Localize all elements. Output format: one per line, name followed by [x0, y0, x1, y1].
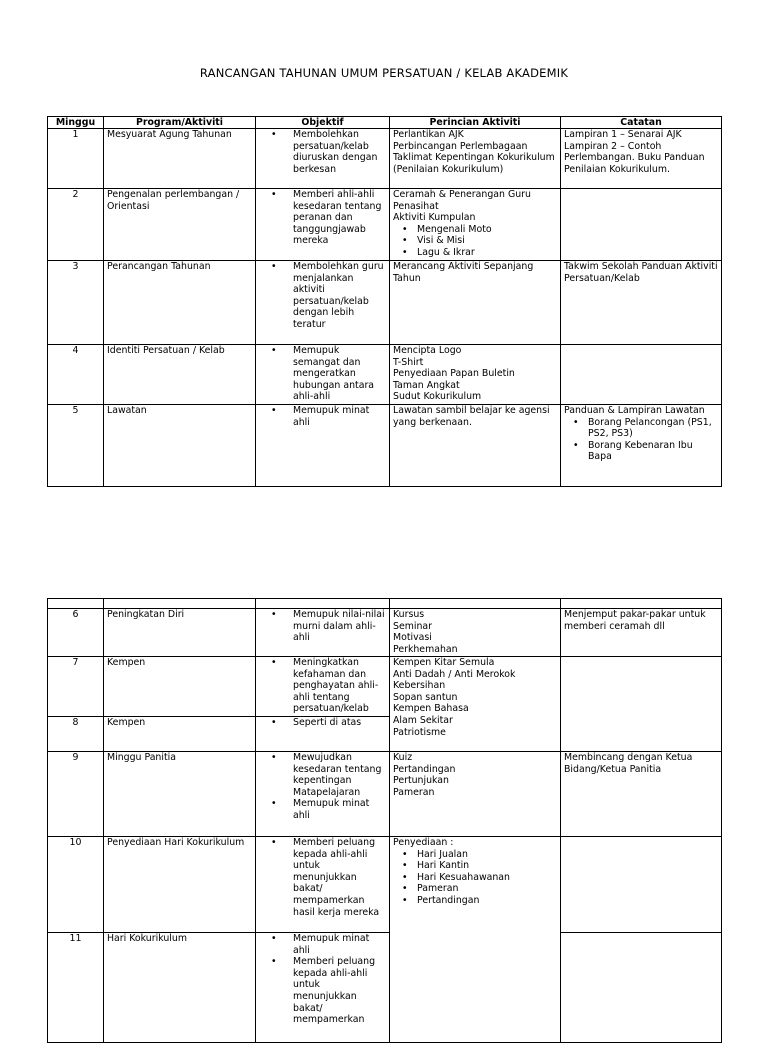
- cell-perincian: [390, 837, 561, 1043]
- text-line: (Penilaian Kokurikulum): [393, 163, 504, 175]
- cell-minggu: 8: [48, 717, 104, 752]
- list-item: • Hari Kantin: [417, 860, 557, 872]
- text-line: Mencipta Logo: [393, 345, 462, 356]
- table-header-row: [48, 117, 722, 129]
- cell-perincian: Lawatan sambil belajar ke agensi yang berkenaan.: [390, 405, 561, 487]
- text-line: Perlantikan AJK: [393, 129, 464, 140]
- cell-program: Lawatan: [104, 405, 256, 487]
- table-row: [48, 405, 722, 487]
- cell-objektif: [256, 837, 390, 933]
- table-row: [48, 837, 722, 933]
- table-row: [48, 933, 722, 1043]
- table-row: [48, 261, 722, 345]
- cell-minggu: 9: [48, 752, 104, 837]
- cell-objektif: [256, 129, 390, 189]
- cell-perincian: [390, 129, 561, 189]
- cell-program: Kempen: [104, 717, 256, 752]
- text-line: Motivasi: [393, 632, 432, 644]
- text-line: Taklimat Kepentingan Kokurikulum: [393, 152, 555, 164]
- list-item: • Membolehkan guru menjalankan aktiviti persatuan/kelab dengan lebih teratur: [293, 261, 386, 331]
- text-line: Alam Sekitar: [393, 714, 453, 726]
- cell-perincian: [390, 189, 561, 261]
- cell-catatan: [561, 837, 722, 933]
- list-item: • Mewujudkan kesedaran tentang kepentingan Matapelajaran: [293, 752, 386, 798]
- cell-perincian: [390, 752, 561, 837]
- list-item: • Memupuk minat ahli: [293, 798, 386, 821]
- text-line: Penyediaan :: [393, 837, 454, 848]
- cell-minggu: 10: [48, 837, 104, 933]
- header-objektif: Objektif: [256, 117, 390, 129]
- text-line: Perbincangan Perlembagaan: [393, 140, 528, 152]
- cell-perincian: Merancang Aktiviti Sepanjang Tahun: [390, 261, 561, 345]
- list-item: • Hari Jualan: [417, 849, 557, 861]
- cell-perincian: [390, 345, 561, 405]
- cell-objektif: [256, 405, 390, 487]
- cell-catatan: [561, 933, 722, 1043]
- cell-minggu: 7: [48, 657, 104, 717]
- text-line: Kempen Bahasa: [393, 703, 469, 715]
- cell-objektif: [256, 609, 390, 657]
- cell-minggu: 5: [48, 405, 104, 487]
- cell-minggu: 2: [48, 189, 104, 261]
- table-row: [48, 752, 722, 837]
- cell-minggu: 3: [48, 261, 104, 345]
- table-row: [48, 657, 722, 717]
- text-line: Pertunjukan: [393, 775, 449, 787]
- cell-program: Pengenalan perlembangan / Orientasi: [104, 189, 256, 261]
- table-row: [48, 345, 722, 405]
- cell-perincian: [390, 609, 561, 657]
- cell-objektif: [256, 657, 390, 717]
- cell-program: Peningkatan Diri: [104, 609, 256, 657]
- table-row: [48, 189, 722, 261]
- list-item: • Memberi ahli-ahli kesedaran tentang peranan dan tanggungjawab mereka: [293, 189, 386, 247]
- cell-objektif: [256, 261, 390, 345]
- cell-program: Minggu Panitia: [104, 752, 256, 837]
- list-item: • Pertandingan: [417, 895, 557, 907]
- text-line: Aktiviti Kumpulan: [393, 212, 476, 224]
- cell-catatan: Takwim Sekolah Panduan Aktiviti Persatuan/Kelab: [561, 261, 722, 345]
- cell-objektif: [256, 345, 390, 405]
- cell-program: Mesyuarat Agung Tahunan: [104, 129, 256, 189]
- text-line: Pameran: [393, 786, 435, 798]
- header-perincian: Perincian Aktiviti: [390, 117, 561, 129]
- schedule-table-2: [47, 598, 722, 1043]
- text-line: Panduan & Lampiran Lawatan: [564, 405, 705, 416]
- text-line: Taman Angkat: [393, 379, 460, 391]
- cell-minggu: 11: [48, 933, 104, 1043]
- list-item: • Meningkatkan kefahaman dan penghayatan ahli-ahli tentang persatuan/kelab: [293, 657, 386, 715]
- cell-catatan: [561, 345, 722, 405]
- header-program: Program/Aktiviti: [104, 117, 256, 129]
- text-line: Patriotisme: [393, 726, 446, 738]
- text-line: Sopan santun: [393, 691, 458, 703]
- list-item: • Seperti di atas: [293, 717, 386, 729]
- list-item: • Memberi peluang kepada ahli-ahli untuk menunjukkan bakat/ mempamerkan: [293, 956, 386, 1026]
- header-catatan: Catatan: [561, 117, 722, 129]
- cell-minggu: 4: [48, 345, 104, 405]
- list-item: • Mengenali Moto: [417, 224, 557, 236]
- text-line: Perkhemahan: [393, 643, 458, 655]
- cell-objektif: [256, 752, 390, 837]
- cell-program: Penyediaan Hari Kokurikulum: [104, 837, 256, 933]
- cell-catatan: Menjemput pakar-pakar untuk memberi ceramah dll: [561, 609, 722, 657]
- text-line: Kempen Kitar Semula: [393, 657, 495, 668]
- header-minggu: Minggu: [48, 117, 104, 129]
- text-line: Sudut Kokurikulum: [393, 391, 482, 403]
- cell-catatan: Membincang dengan Ketua Bidang/Ketua Panitia: [561, 752, 722, 837]
- cell-perincian: [390, 657, 561, 752]
- cell-catatan: Lampiran 1 – Senarai AJK Lampiran 2 – Contoh Perlembangan. Buku Panduan Penilaian Kokurikulum.: [561, 129, 722, 189]
- text-line: Penyediaan Papan Buletin: [393, 368, 515, 380]
- text-line: Pertandingan: [393, 763, 456, 775]
- text-line: Seminar: [393, 620, 432, 632]
- text-line: Kuiz: [393, 752, 413, 763]
- page-title: RANCANGAN TAHUNAN UMUM PERSATUAN / KELAB AKADEMIK: [199, 66, 569, 80]
- list-item: • Memupuk minat ahli: [293, 933, 386, 956]
- cell-minggu: 1: [48, 129, 104, 189]
- cell-program: Perancangan Tahunan: [104, 261, 256, 345]
- list-item: • Membolehkan persatuan/kelab diuruskan dengan berkesan: [293, 129, 386, 175]
- list-item: • Pameran: [417, 883, 557, 895]
- text-line: Ceramah & Penerangan Guru Penasihat: [393, 189, 531, 212]
- text-line: T-Shirt: [393, 356, 424, 368]
- text-line: Anti Dadah / Anti Merokok: [393, 668, 516, 680]
- cell-program: Identiti Persatuan / Kelab: [104, 345, 256, 405]
- cell-objektif: [256, 717, 390, 752]
- cell-program: Kempen: [104, 657, 256, 717]
- table-row: [48, 609, 722, 657]
- list-item: • Visi & Misi: [417, 235, 557, 247]
- list-item: • Hari Kesuahawanan: [417, 872, 557, 884]
- list-item: • Borang Kebenaran Ibu Bapa: [588, 440, 718, 463]
- list-item: • Memupuk nilai-nilai murni dalam ahli-ahli: [293, 609, 386, 644]
- list-item: • Memupuk semangat dan mengeratkan hubungan antara ahli-ahli: [293, 345, 386, 403]
- schedule-table-1: [47, 116, 722, 487]
- text-line: Kebersihan: [393, 680, 446, 692]
- cell-catatan: [561, 405, 722, 487]
- cell-minggu: 6: [48, 609, 104, 657]
- list-item: • Lagu & Ikrar: [417, 247, 557, 259]
- cell-program: Hari Kokurikulum: [104, 933, 256, 1043]
- text-line: Kursus: [393, 609, 425, 620]
- table-header-row: [48, 599, 722, 609]
- cell-catatan: [561, 657, 722, 752]
- table-row: [48, 129, 722, 189]
- list-item: • Memberi peluang kepada ahli-ahli untuk menunjukkan bakat/ mempamerkan hasil kerja mereka: [293, 837, 386, 918]
- cell-objektif: [256, 189, 390, 261]
- cell-objektif: [256, 933, 390, 1043]
- cell-catatan: [561, 189, 722, 261]
- list-item: • Memupuk minat ahli: [293, 405, 386, 428]
- list-item: • Borang Pelancongan (PS1, PS2, PS3): [588, 417, 718, 440]
